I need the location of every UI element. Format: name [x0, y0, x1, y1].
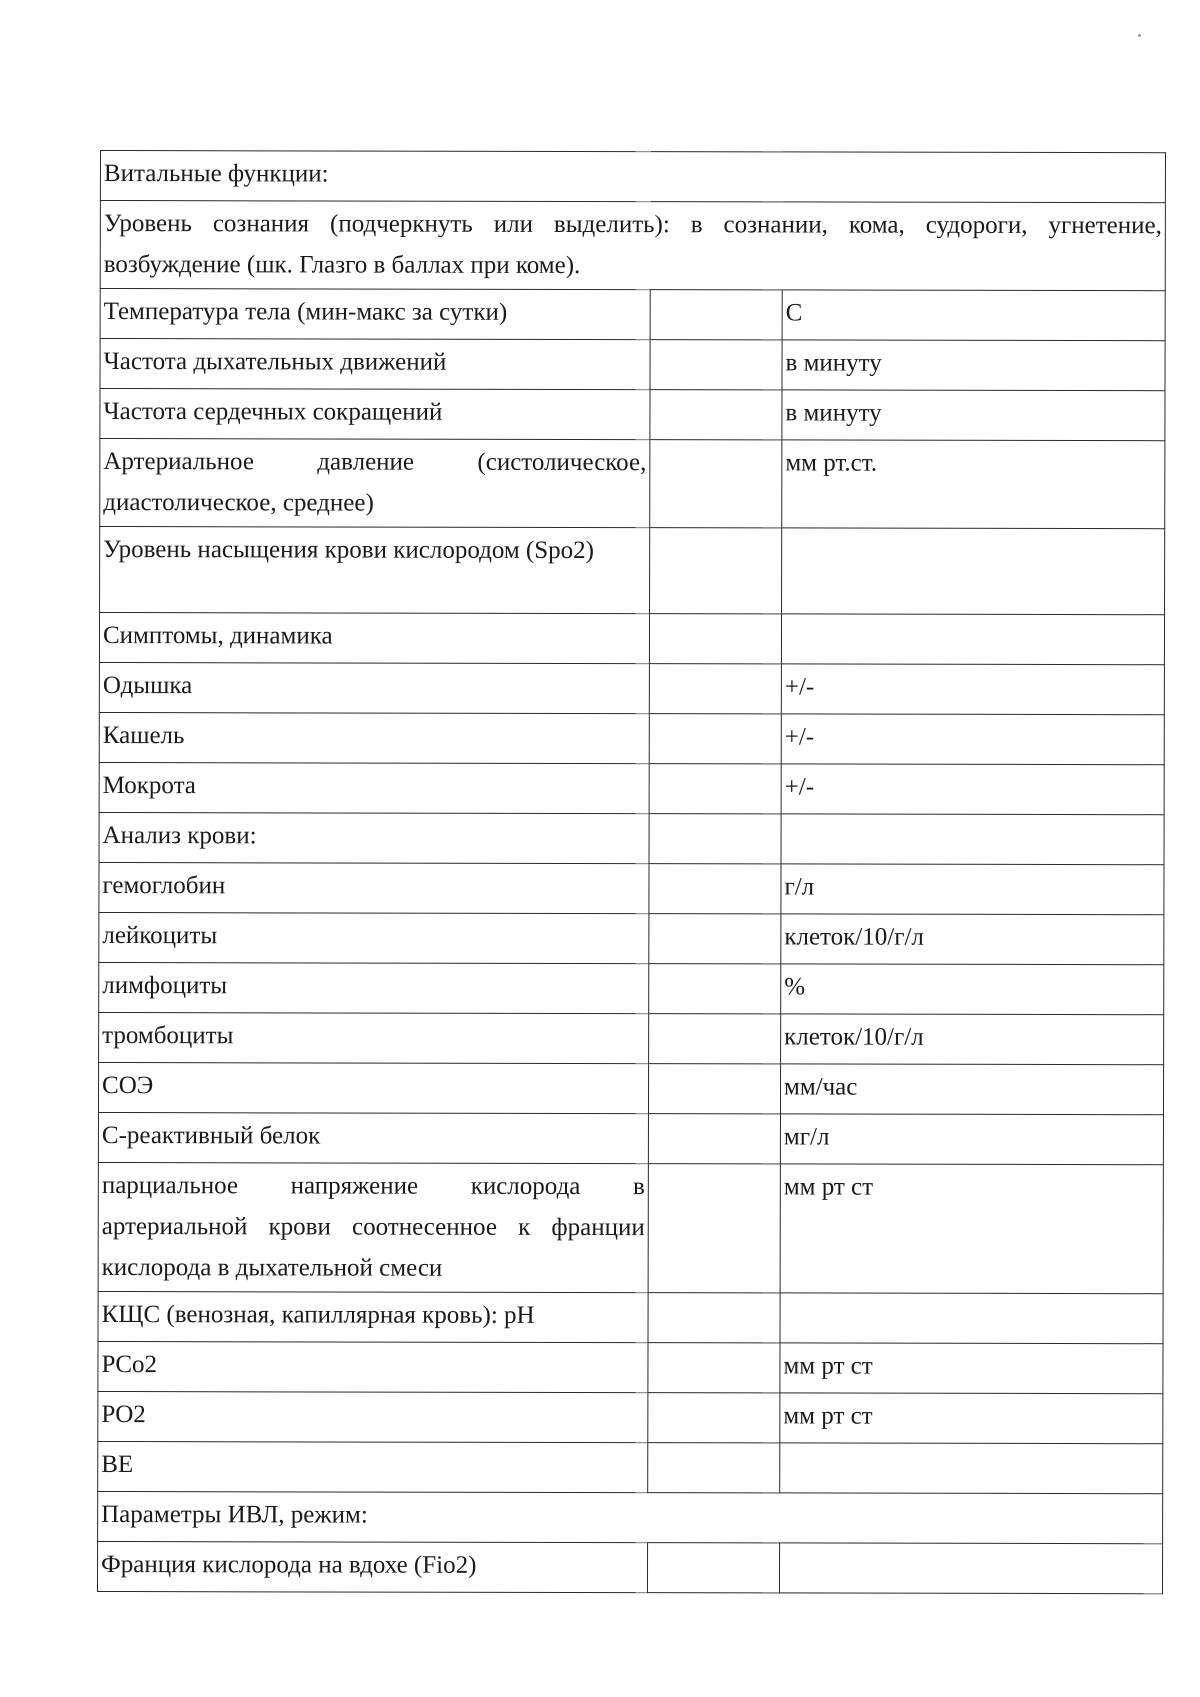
row-unit — [780, 1443, 1163, 1494]
consciousness-row — [100, 201, 1165, 291]
row-value-cell[interactable] — [650, 440, 782, 528]
row-unit: +/- — [781, 664, 1164, 715]
row-unit — [781, 614, 1164, 665]
row-unit — [782, 528, 1165, 615]
row-value-cell[interactable] — [649, 664, 781, 714]
table-row — [98, 1162, 1163, 1293]
row-label: Кашель — [99, 712, 649, 763]
row-unit: мм/час — [780, 1064, 1163, 1115]
row-value-cell[interactable] — [648, 1164, 780, 1293]
row-unit: клеток/10/г/л — [781, 1014, 1164, 1065]
table-row — [98, 1441, 1163, 1493]
row-value-cell[interactable] — [649, 864, 781, 914]
table-row — [99, 812, 1164, 864]
row-unit: +/- — [781, 714, 1164, 765]
row-label: С-реактивный белок — [98, 1112, 648, 1163]
table-row — [99, 712, 1164, 764]
row-label: Франция кислорода на вдохе (Fio2) — [97, 1541, 647, 1592]
row-unit: в минуту — [782, 390, 1165, 441]
row-label: Мокрота — [99, 762, 649, 813]
table-row — [98, 1062, 1163, 1114]
table-row — [99, 912, 1164, 964]
row-value-cell[interactable] — [648, 1293, 780, 1343]
row-label: Артериальное давление (систолическое, диастолическое, среднее) — [100, 439, 650, 528]
table-row — [98, 1341, 1163, 1393]
row-value-cell[interactable] — [648, 1343, 780, 1393]
row-unit: мм рт ст — [780, 1343, 1163, 1394]
section-header-row — [98, 1491, 1163, 1543]
row-label: тромбоциты — [99, 1012, 649, 1063]
row-value-cell[interactable] — [648, 1393, 780, 1443]
row-unit — [781, 814, 1164, 865]
row-label: гемоглобин — [99, 862, 649, 913]
row-unit: г/л — [781, 864, 1164, 915]
row-unit: % — [781, 964, 1164, 1015]
row-label: лейкоциты — [99, 912, 649, 963]
row-value-cell[interactable] — [649, 764, 781, 814]
row-label: Частота сердечных сокращений — [100, 389, 650, 440]
row-value-cell[interactable] — [648, 1064, 780, 1114]
row-value-cell[interactable] — [649, 964, 781, 1014]
row-label: Частота дыхательных движений — [100, 339, 650, 390]
row-value-cell[interactable] — [649, 814, 781, 864]
table-row — [98, 1291, 1163, 1343]
table-row — [99, 662, 1164, 714]
row-unit: мм рт ст — [780, 1164, 1163, 1294]
row-unit: клеток/10/г/л — [781, 914, 1164, 965]
row-value-cell[interactable] — [648, 1114, 780, 1164]
row-unit: +/- — [781, 764, 1164, 815]
row-label: КЩС (венозная, капиллярная кровь): pH — [98, 1291, 648, 1342]
table-row — [99, 613, 1164, 665]
row-unit — [780, 1293, 1163, 1344]
row-label: парциальное напряжение кислорода в артериальной крови соотнесенное к франции кислорода в дыхательной смеси — [98, 1162, 648, 1292]
row-label: Температура тела (мин-макс за сутки) — [100, 289, 650, 340]
row-value-cell[interactable] — [648, 1443, 780, 1493]
row-value-cell[interactable] — [649, 614, 781, 664]
table-row — [99, 962, 1164, 1014]
row-value-cell[interactable] — [649, 914, 781, 964]
table-row — [98, 1391, 1163, 1443]
row-value-cell[interactable] — [650, 290, 782, 340]
table-row — [97, 1541, 1162, 1593]
table-row — [99, 1012, 1164, 1064]
row-label: PCo2 — [98, 1341, 648, 1392]
consciousness-text: Уровень сознания (подчеркнуть или выделить): в сознании, кома, судороги, угнетение, возбуждение (шк. Глазго в баллах при коме). — [100, 201, 1165, 291]
row-value-cell[interactable] — [649, 1014, 781, 1064]
table-row — [100, 527, 1165, 615]
table-row — [100, 439, 1165, 529]
row-label: Анализ крови: — [99, 812, 649, 863]
row-unit: мг/л — [780, 1114, 1163, 1165]
table-row — [100, 289, 1165, 341]
row-unit: С — [782, 290, 1165, 341]
table-row — [99, 762, 1164, 814]
row-label: лимфоциты — [99, 962, 649, 1013]
table-row — [99, 862, 1164, 914]
row-value-cell[interactable] — [650, 340, 782, 390]
row-label: СОЭ — [98, 1062, 648, 1113]
row-label: Одышка — [99, 662, 649, 713]
row-unit: мм рт.ст. — [782, 440, 1165, 529]
vital-functions-form — [97, 150, 1166, 1594]
row-value-cell[interactable] — [647, 1543, 779, 1593]
row-value-cell[interactable] — [650, 390, 782, 440]
row-unit — [779, 1543, 1162, 1594]
row-unit: мм рт ст — [780, 1393, 1163, 1444]
row-value-cell[interactable] — [650, 528, 782, 614]
table-row — [98, 1112, 1163, 1164]
row-label: Уровень насыщения крови кислородом (Spo2) — [100, 527, 650, 614]
section-header-row — [100, 151, 1165, 203]
table-row — [100, 389, 1165, 441]
row-label: PO2 — [98, 1391, 648, 1442]
scan-speck — [1138, 34, 1141, 37]
row-value-cell[interactable] — [649, 714, 781, 764]
row-unit: в минуту — [782, 340, 1165, 391]
row-label: BE — [98, 1441, 648, 1492]
vital-functions-title: Витальные функции: — [100, 151, 1165, 203]
row-label: Симптомы, динамика — [99, 613, 649, 664]
table-row — [100, 339, 1165, 391]
ventilation-title: Параметры ИВЛ, режим: — [98, 1491, 1163, 1543]
